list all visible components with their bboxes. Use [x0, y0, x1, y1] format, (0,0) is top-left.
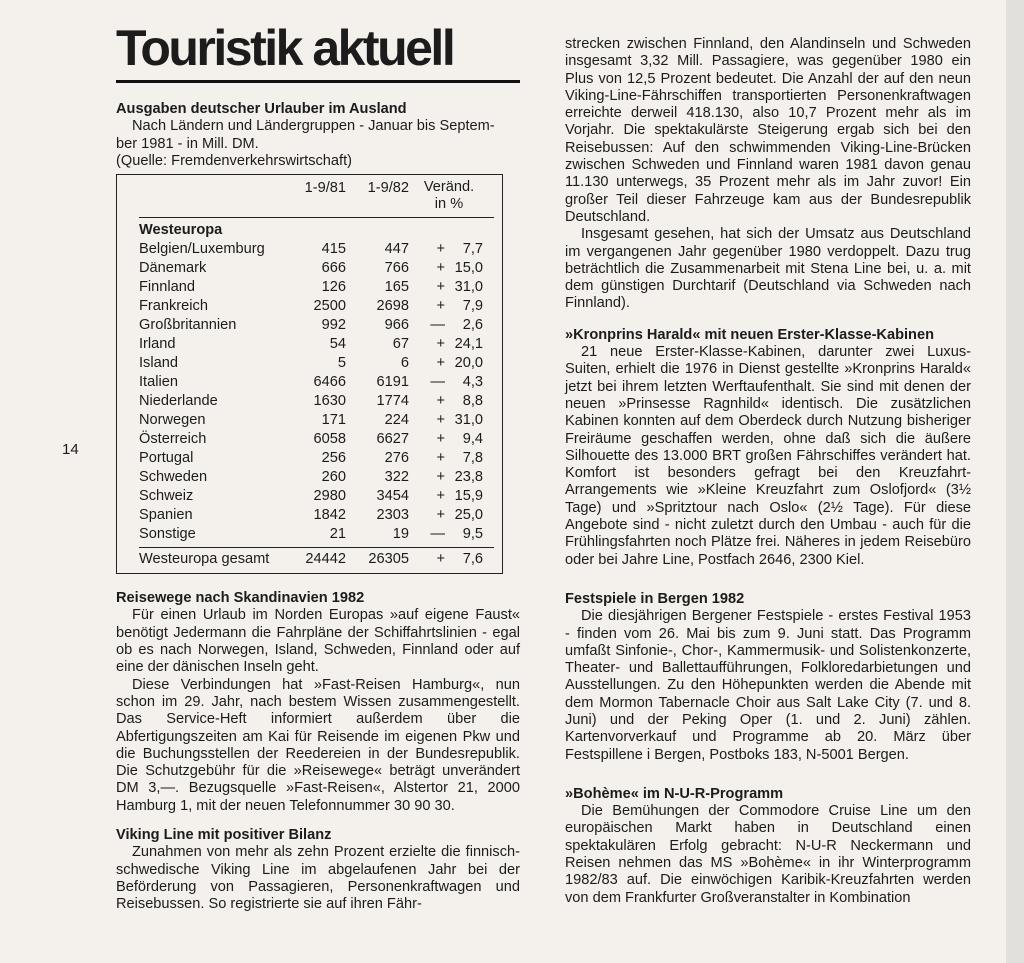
- value-1982-cell: 6: [400, 355, 409, 372]
- col-header-1981: 1-9/81: [304, 180, 346, 197]
- value-1982-cell: 6191: [376, 374, 409, 391]
- group-row: [117, 221, 502, 240]
- change-sign-cell: +: [436, 469, 445, 486]
- table-row: [117, 278, 502, 297]
- country-cell: Österreich: [139, 431, 207, 448]
- intro-line: (Quelle: Fremdenverkehrswirtschaft): [116, 152, 353, 169]
- change-value-cell: 9,5: [462, 526, 483, 543]
- change-value-cell: 15,9: [454, 488, 483, 505]
- total-divider: [139, 547, 494, 548]
- value-1981-cell: 256: [321, 450, 346, 467]
- right-column: [565, 36, 971, 907]
- change-value-cell: 31,0: [454, 412, 483, 429]
- value-1981-cell: 260: [321, 469, 346, 486]
- country-cell: Irland: [139, 336, 176, 353]
- value-1981-cell: 21: [329, 526, 346, 543]
- value-1981-cell: 992: [321, 317, 346, 334]
- page-edge: [1006, 0, 1024, 963]
- article-paragraph: Insgesamt gesehen, hat sich der Umsatz aus Deutschland im vergangenen Jahr gegenüber 1980 verdoppelt. Dazu trug beträchtlich die Zusammenarbeit mit Stena Line bei, u. a. mit dem günstigen Durchtarif (Deutschland via Schweden nach Finnland).: [565, 226, 971, 312]
- country-cell: Niederlande: [139, 393, 218, 410]
- change-value-cell: 25,0: [454, 507, 483, 524]
- value-1981-cell: 171: [321, 412, 346, 429]
- table-row: [117, 240, 502, 259]
- value-1982-cell: 224: [384, 412, 409, 429]
- table-row: [117, 525, 502, 544]
- country-cell: Frankreich: [139, 298, 208, 315]
- article-kronprins: [565, 327, 971, 569]
- change-sign-cell: +: [436, 488, 445, 505]
- table-row: [117, 316, 502, 335]
- article-paragraph: Die diesjährigen Bergener Festspiele - erstes Festival 1953 - finden vom 26. Mai bis zum 9. Juni statt. Das Programm umfaßt Sinfonie-, Chor-, Kammermusik- und Solistenkonzerte, Theater- und Ballettaufführungen, Folkloredarbietungen und Ausstellungen. Zu den Höhepunkten werden die Abende mit dem Mormon Tabernacle Choir aus Salt Lake City (7. und 8. Juni) und der Peking Oper (1. und 2. Juni) zählen. Kartenvorverkauf und Programme ab 20. März über Festspillene i Bergen, Postboks 183, N-5001 Bergen.: [565, 608, 971, 763]
- value-1982-cell: 447: [384, 241, 409, 258]
- value-1982-cell: 1774: [376, 393, 409, 410]
- intro-line: ber 1981 - in Mill. DM.: [116, 135, 259, 152]
- country-cell: Sonstige: [139, 526, 196, 543]
- page-number: 14: [62, 441, 79, 458]
- table-row: [117, 487, 502, 506]
- value-1982-cell: 2698: [376, 298, 409, 315]
- article-heading: Reisewege nach Skandinavien 1982: [116, 590, 365, 607]
- change-value-cell: 23,8: [454, 469, 483, 486]
- country-cell: Island: [139, 355, 178, 372]
- change-sign-cell: +: [436, 298, 445, 315]
- article-viking-continued: [565, 36, 971, 313]
- spending-table: [116, 174, 503, 574]
- value-1982-cell: 165: [384, 279, 409, 296]
- country-cell: Portugal: [139, 450, 194, 467]
- change-sign-cell: +: [436, 241, 445, 258]
- country-cell: Italien: [139, 374, 178, 391]
- change-sign-cell: +: [436, 431, 445, 448]
- change-sign-cell: +: [436, 412, 445, 429]
- value-1982-cell: 766: [384, 260, 409, 277]
- table-row: [117, 259, 502, 278]
- change-sign-cell: +: [436, 355, 445, 372]
- table-section-heading: Ausgaben deutscher Urlauber im Ausland: [116, 101, 407, 117]
- left-column: [116, 20, 520, 914]
- value-1982-cell: 2303: [376, 507, 409, 524]
- change-value-cell: 7,8: [462, 450, 483, 467]
- table-row: [117, 411, 502, 430]
- table-row: [117, 354, 502, 373]
- change-sign-cell: +: [436, 507, 445, 524]
- change-sign-cell: +: [436, 260, 445, 277]
- change-value-cell: 4,3: [462, 374, 483, 391]
- col-header-change: Veränd. in %: [423, 179, 475, 213]
- value-1982-cell: 3454: [376, 488, 409, 505]
- change-value-cell: 24,1: [454, 336, 483, 353]
- value-1981-cell: 54: [329, 336, 346, 353]
- article-heading: »Bohème« im N-U-R-Programm: [565, 785, 784, 802]
- change-sign-cell: —: [430, 374, 445, 391]
- value-1981-cell: 5: [337, 355, 346, 372]
- change-sign-cell: —: [430, 317, 445, 334]
- table-intro: [116, 118, 520, 135]
- value-1982-cell: 6627: [376, 431, 409, 448]
- article-skandinavien: [116, 590, 520, 815]
- header-divider: [139, 217, 494, 218]
- table-row: [117, 468, 502, 487]
- article-paragraph: Zunahmen von mehr als zehn Prozent erzielte die finnisch-schwedische Viking Line im abgelaufenen Jahr bei der Beförderung von Passagieren, Personenkraftwagen und Reisebussen. So registrierte sie auf ihren Fähr-: [116, 844, 520, 913]
- change-value-cell: 2,6: [462, 317, 483, 334]
- article-viking: [116, 827, 520, 913]
- value-1981-cell: 1630: [313, 393, 346, 410]
- table-row: [117, 335, 502, 354]
- value-1981-cell: 415: [321, 241, 346, 258]
- country-cell: Schweiz: [139, 488, 194, 505]
- change-value-cell: 7,9: [462, 298, 483, 315]
- value-1982-cell: 322: [384, 469, 409, 486]
- col-header-1982: 1-9/82: [367, 180, 409, 197]
- change-value-cell: 8,8: [462, 393, 483, 410]
- table-row: [117, 297, 502, 316]
- table-row: [117, 373, 502, 392]
- country-cell: Norwegen: [139, 412, 206, 429]
- value-1981-cell: 666: [321, 260, 346, 277]
- table-row: [117, 449, 502, 468]
- change-sign-cell: —: [430, 526, 445, 543]
- table-row: [117, 392, 502, 411]
- change-value-cell: 15,0: [454, 260, 483, 277]
- change-sign-cell: +: [436, 279, 445, 296]
- change-value-cell: 9,4: [462, 431, 483, 448]
- total-row: Westeuropa gesamt 24442 26305 + 7,6: [139, 551, 483, 568]
- country-cell: Belgien/Luxemburg: [139, 241, 265, 258]
- change-sign-cell: +: [436, 336, 445, 353]
- article-heading: »Kronprins Harald« mit neuen Erster-Klasse-Kabinen: [565, 326, 934, 343]
- article-paragraph: Die Bemühungen der Commodore Cruise Line um den europäischen Markt haben in Deutschland einen spektakulären Erfolg gebracht: N-U-R Neckermann und Reisen nehmen das MS »Bohème« in ihr Winterprogramm 1982/83 auf. Die einwöchigen Karibik-Kreuzfahrten werden von dem Frankfurter Großveranstalter in Kombination: [565, 803, 971, 906]
- masthead-title: Touristik aktuell: [116, 20, 454, 76]
- value-1982-cell: 276: [384, 450, 409, 467]
- value-1981-cell: 126: [321, 279, 346, 296]
- article-paragraph: 21 neue Erster-Klasse-Kabinen, darunter zwei Luxus-Suiten, erhielt die 1976 in Dienst gestellte »Kronprins Harald« jetzt bei ihrem letzten Werftaufenthalt. Sie sind mit denen der neuen »Prinsesse Ragnhild« identisch. Die zusätzlichen Kabinen konnten auf dem Oberdeck durch Nutzung bisheriger Freiräume geschaffen werden, ohne daß sich die äußere Silhouette des 13.000 BRT großen Fährschiffes verändert hat. Komfort ist besonders gefragt bei den Kreuzfahrt-Arrangements wie »Kleine Kreuzfahrt zum Oslofjord« (3½ Tage) und »Spritztour nach Oslo« (2½ Tage). Für diese Angebote sind - nicht zuletzt durch den Umbau - auch für die Frühlingsfahrten noch Plätze frei. Näheres in jedem Reisebüro oder bei Jahre Line, Postfach 2646, 2300 Kiel.: [565, 344, 971, 568]
- masthead-rule: [116, 80, 520, 83]
- article-heading: Viking Line mit positiver Bilanz: [116, 827, 332, 844]
- article-heading: Festspiele in Bergen 1982: [565, 590, 745, 607]
- table-row: [117, 506, 502, 525]
- change-value-cell: 31,0: [454, 279, 483, 296]
- group-label: Westeuropa: [139, 222, 223, 239]
- article-bergen: [565, 591, 971, 764]
- value-1982-cell: 966: [384, 317, 409, 334]
- article-paragraph: strecken zwischen Finnland, den Alandinseln und Schweden insgesamt 3,32 Mill. Passagiere, was gegenüber 1980 ein Plus von 12,5 Prozent bedeutet. Die Anzahl der auf den neun Viking-Line-Fährschiffen transportierten Personenkraftwagen erreichte derweil 418.130, also 10,7 Prozent mehr als im Vorjahr. Die spektakulärste Steigerung ergab sich bei den Reisebussen: Auf den schwimmenden Viking-Line-Brücken zwischen Schweden und Finnland waren 1981 davon genau 11.130 unterwegs, 35 Prozent mehr als im Jahr zuvor! Ein großer Teil dieser Fahrzeuge kam aus der Bundesrepublik Deutschland.: [565, 36, 971, 225]
- article-paragraph: Für einen Urlaub im Norden Europas »auf eigene Faust« benötigt Jedermann die Fahrpläne der Schiffahrtslinien - egal ob es nach Norwegen, Island, Schweden, Finnland oder auf eine der dänischen Inseln geht.: [116, 607, 520, 676]
- country-cell: Finnland: [139, 279, 195, 296]
- change-sign-cell: +: [436, 393, 445, 410]
- article-boheme: [565, 786, 971, 907]
- table-row: [117, 430, 502, 449]
- change-value-cell: 20,0: [454, 355, 483, 372]
- country-cell: Großbritannien: [139, 317, 237, 334]
- country-cell: Spanien: [139, 507, 193, 524]
- value-1981-cell: 2500: [313, 298, 346, 315]
- value-1981-cell: 6466: [313, 374, 346, 391]
- value-1982-cell: 19: [392, 526, 409, 543]
- value-1981-cell: 1842: [313, 507, 346, 524]
- country-cell: Schweden: [139, 469, 208, 486]
- value-1981-cell: 6058: [313, 431, 346, 448]
- country-cell: Dänemark: [139, 260, 207, 277]
- value-1981-cell: 2980: [313, 488, 346, 505]
- table-body: [117, 240, 502, 544]
- intro-line: Nach Ländern und Ländergruppen - Januar bis Septem-: [132, 118, 495, 135]
- change-value-cell: 7,7: [462, 241, 483, 258]
- change-sign-cell: +: [436, 450, 445, 467]
- value-1982-cell: 67: [392, 336, 409, 353]
- table-header-row: [117, 179, 502, 213]
- article-paragraph: Diese Verbindungen hat »Fast-Reisen Hamburg«, nun schon im 29. Jahr, nach bestem Wissen zusammengestellt. Das Service-Heft informiert außerdem über die Abfertigungszeiten am Kai für Reisende im eigenen Pkw und die Buchungsstellen der Reedereien in der Bundesrepublik. Die Schutzgebühr für die »Reisewege« beträgt unverändert DM 3,—. Bezugsquelle »Fast-Reisen«, Alstertor 21, 2000 Hamburg 1, mit der neuen Telefonnummer 30 90 30.: [116, 676, 520, 814]
